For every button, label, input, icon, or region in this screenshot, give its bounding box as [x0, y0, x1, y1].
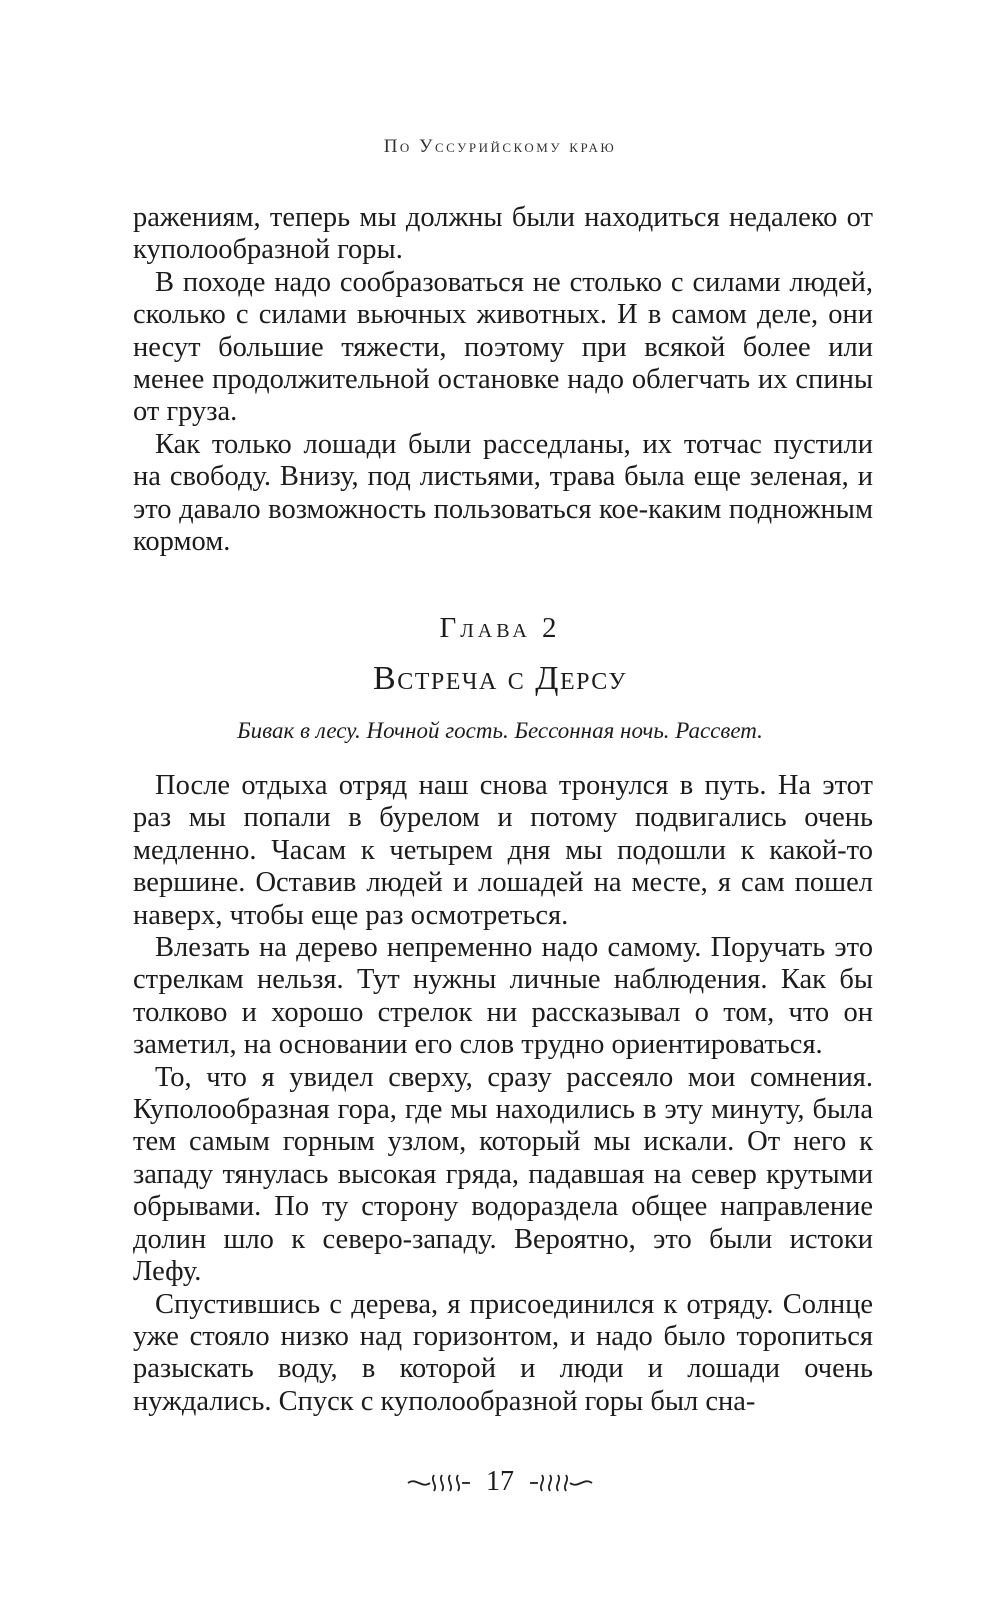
- paragraph: Как только лошади были расседланы, их тотчас пустили на свободу. Внизу, под листьями, трава была еще зеленая, и это давало возможность пользоваться кое-каким подножным кормом.: [133, 428, 873, 558]
- text-block-top: [133, 202, 873, 558]
- page-folio: [0, 1466, 1000, 1498]
- page-number: 17: [486, 1466, 514, 1497]
- ornament-flourish-left-icon: [406, 1471, 472, 1493]
- text-block-bottom: [133, 770, 873, 1418]
- paragraph: После отдыха отряд наш снова тронулся в путь. На этот раз мы попали в бурелом и потому подвигались очень медленно. Часам к четырем дня мы подошли к какой-то вершине. Оставив людей и лошадей на месте, я сам пошел наверх, чтобы еще раз осмотреться.: [133, 770, 873, 931]
- paragraph: То, что я увидел сверху, сразу рассеяло мои сомнения. Куполообразная гора, где мы находились в эту минуту, была тем самым горным узлом, который мы искали. От него к западу тянулась высокая гряда, падавшая на север крутыми обрывами. По ту сторону водораздела общее направление долин шло к северо-западу. Вероятно, это были истоки Лефу.: [133, 1061, 873, 1288]
- chapter-title: Встреча с Дерсу: [373, 660, 627, 697]
- chapter-summary: Бивак в лесу. Ночной гость. Бессонная ночь. Рассвет.: [237, 718, 763, 743]
- chapter-number: Глава 2: [439, 612, 561, 644]
- paragraph: Спустившись с дерева, я присоединился к отряду. Солнце уже стояло низко над горизонтом, и надо было торопиться разыскать воду, в которой и люди и лошади очень нуждались. Спуск с куполообразной горы был сна-: [133, 1288, 873, 1417]
- paragraph: ражениям, теперь мы должны были находиться недалеко от куполообразной горы.: [133, 202, 873, 266]
- running-head: По Уссурийскому краю: [383, 136, 617, 157]
- paragraph: В походе надо сообразоваться не столько с силами людей, сколько с силами вьючных животных. И в самом деле, они несут большие тяжести, поэтому при всякой более или менее продолжительной остановке надо облегчать их спины от груза.: [133, 266, 873, 428]
- paragraph: Влезать на дерево непременно надо самому. Поручать это стрелкам нельзя. Тут нужны личные наблюдения. Как бы толково и хорошо стрелок ни рассказывал о том, что он заметил, на основании его слов трудно ориентироваться.: [133, 932, 873, 1061]
- ornament-flourish-right-icon: [528, 1471, 594, 1493]
